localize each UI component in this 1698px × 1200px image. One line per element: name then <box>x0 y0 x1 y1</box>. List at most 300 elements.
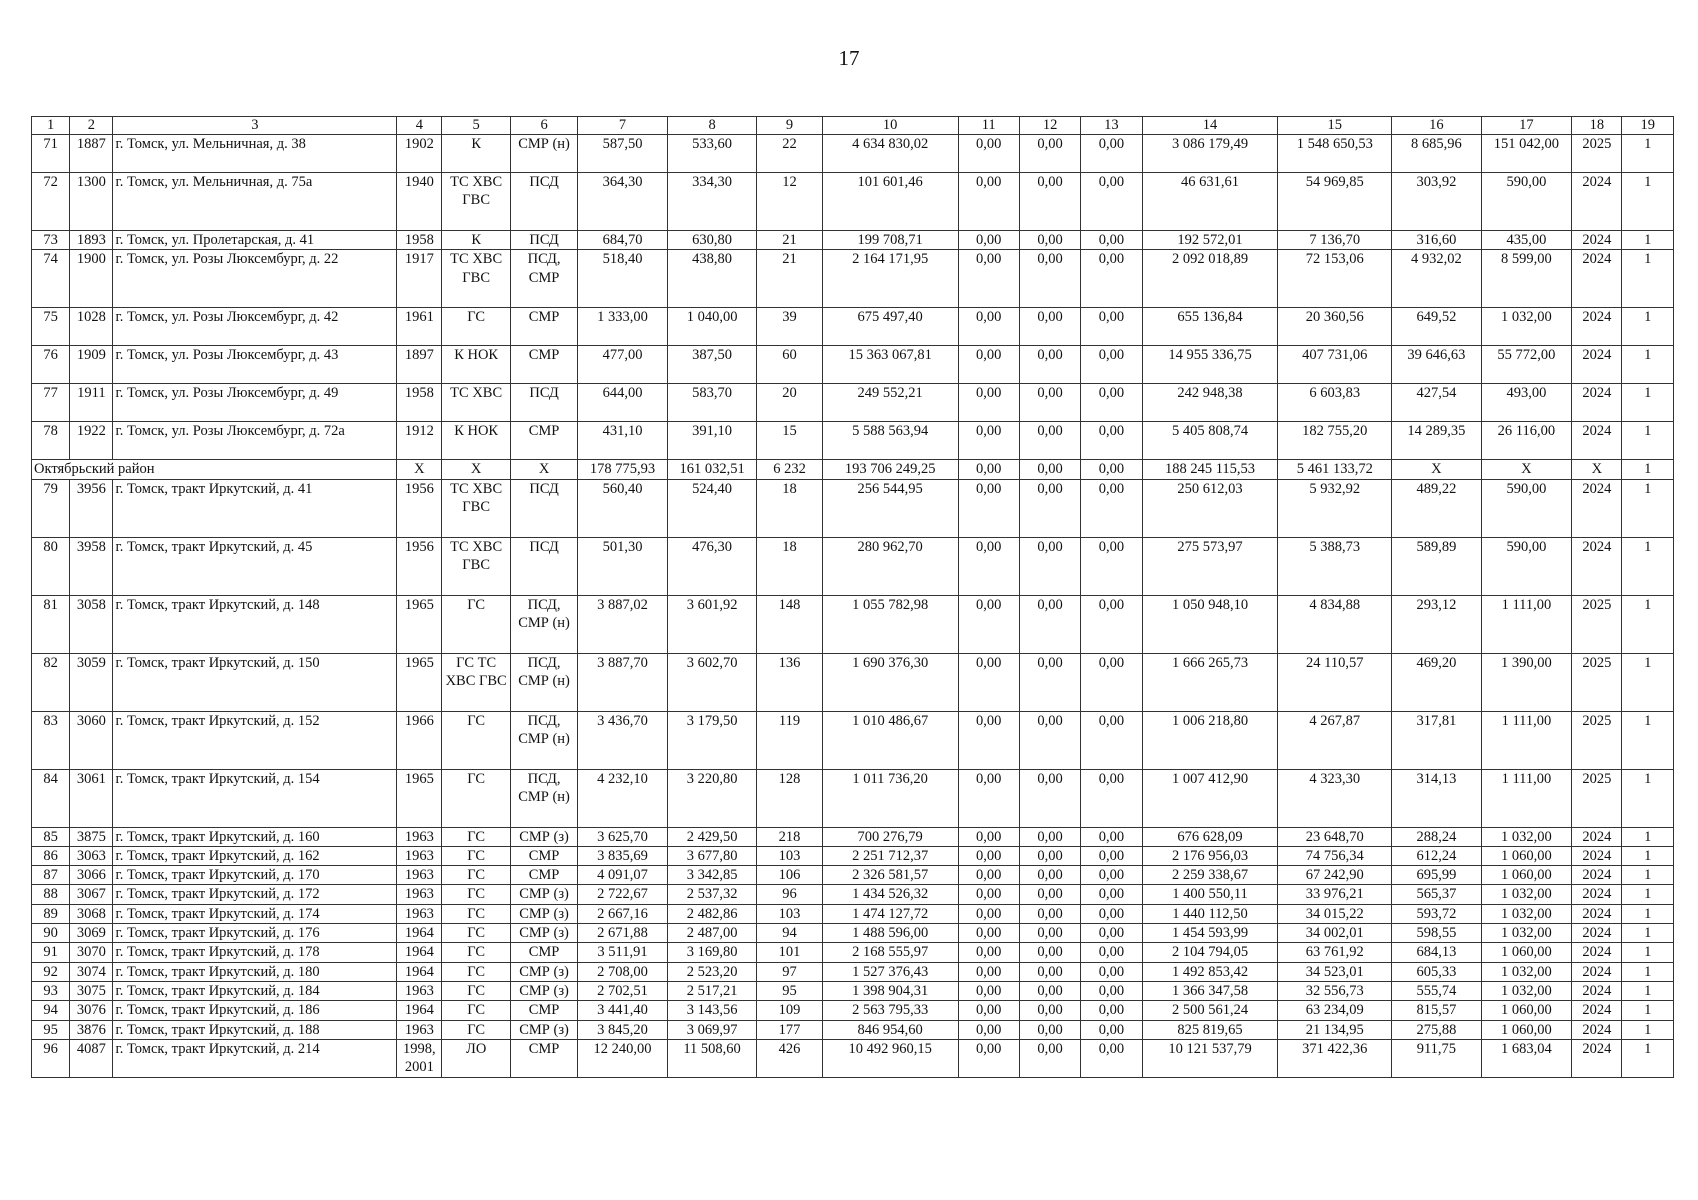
table-cell: 0,00 <box>1081 962 1142 981</box>
table-cell: СМР <box>510 943 577 962</box>
table-cell: 1 440 112,50 <box>1142 904 1278 923</box>
address-cell: г. Томск, ул. Розы Люксембург, д. 49 <box>113 384 397 422</box>
table-cell: 1998, 2001 <box>397 1039 442 1077</box>
table-cell: 3069 <box>70 924 113 943</box>
table-cell: 501,30 <box>578 537 668 595</box>
table-cell: 2024 <box>1572 943 1622 962</box>
column-header: 11 <box>958 117 1019 135</box>
address-cell: г. Томск, тракт Иркутский, д. 186 <box>113 1001 397 1020</box>
table-cell: 136 <box>757 653 822 711</box>
table-cell: 0,00 <box>958 346 1019 384</box>
table-cell: 0,00 <box>958 866 1019 885</box>
column-header: 10 <box>822 117 958 135</box>
table-cell: СМР <box>510 308 577 346</box>
table-cell: 0,00 <box>958 827 1019 846</box>
table-cell: 1 <box>1622 1001 1674 1020</box>
table-cell: 3075 <box>70 981 113 1000</box>
table-cell: 178 775,93 <box>578 460 668 479</box>
table-cell: 0,00 <box>958 460 1019 479</box>
table-cell: 95 <box>32 1020 70 1039</box>
table-cell: СМР <box>510 866 577 885</box>
district-name: Октябрьский район <box>32 460 397 479</box>
table-cell: 60 <box>757 346 822 384</box>
table-cell: 3 887,02 <box>578 595 668 653</box>
table-row <box>32 866 1674 885</box>
table-cell: 0,00 <box>958 1020 1019 1039</box>
table-cell: 0,00 <box>1019 769 1080 827</box>
table-cell: 1 <box>1622 769 1674 827</box>
table-cell: 2024 <box>1572 384 1622 422</box>
table-cell: 1 390,00 <box>1481 653 1572 711</box>
table-cell: 21 <box>757 231 822 250</box>
table-cell: ГС <box>442 904 510 923</box>
table-cell: ГС <box>442 595 510 653</box>
table-row <box>32 924 1674 943</box>
table-row <box>32 981 1674 1000</box>
table-cell: 0,00 <box>958 943 1019 962</box>
table-cell: ГС <box>442 846 510 865</box>
table-cell: К НОК <box>442 422 510 460</box>
table-cell: 0,00 <box>958 595 1019 653</box>
table-cell: ПСД <box>510 384 577 422</box>
table-cell: 1 040,00 <box>667 308 757 346</box>
table-cell: 1 <box>1622 653 1674 711</box>
table-row <box>32 384 1674 422</box>
address-cell: г. Томск, ул. Розы Люксембург, д. 22 <box>113 250 397 308</box>
table-cell: 72 <box>32 173 70 231</box>
table-cell: СМР <box>510 346 577 384</box>
table-cell: 1 400 550,11 <box>1142 885 1278 904</box>
table-cell: ГС <box>442 1020 510 1039</box>
address-cell: г. Томск, ул. Розы Люксембург, д. 42 <box>113 308 397 346</box>
table-cell: 655 136,84 <box>1142 308 1278 346</box>
table-cell: 54 969,85 <box>1278 173 1392 231</box>
address-cell: г. Томск, тракт Иркутский, д. 170 <box>113 866 397 885</box>
address-cell: г. Томск, тракт Иркутский, д. 174 <box>113 904 397 923</box>
table-cell: 0,00 <box>958 384 1019 422</box>
table-cell: 3 845,20 <box>578 1020 668 1039</box>
table-cell: 250 612,03 <box>1142 479 1278 537</box>
table-cell: 2025 <box>1572 711 1622 769</box>
table-cell: 5 461 133,72 <box>1278 460 1392 479</box>
table-row <box>32 250 1674 308</box>
table-cell: 15 363 067,81 <box>822 346 958 384</box>
district-total-row <box>32 460 1674 479</box>
table-cell: 2 517,21 <box>667 981 757 1000</box>
table-cell: 560,40 <box>578 479 668 537</box>
table-cell: 314,13 <box>1392 769 1482 827</box>
table-cell: 1 548 650,53 <box>1278 135 1392 173</box>
table-cell: 0,00 <box>958 769 1019 827</box>
table-cell: 0,00 <box>1081 479 1142 537</box>
address-cell: г. Томск, ул. Пролетарская, д. 41 <box>113 231 397 250</box>
table-cell: 1 <box>1622 173 1674 231</box>
table-cell: 0,00 <box>1019 962 1080 981</box>
table-cell: 63 761,92 <box>1278 943 1392 962</box>
table-cell: 1 111,00 <box>1481 595 1572 653</box>
table-cell: СМР (з) <box>510 885 577 904</box>
table-cell: 4 634 830,02 <box>822 135 958 173</box>
table-row <box>32 943 1674 962</box>
table-cell: 1 <box>1622 924 1674 943</box>
table-cell: 489,22 <box>1392 479 1482 537</box>
table-cell: ПСД <box>510 231 577 250</box>
table-cell: 0,00 <box>1081 250 1142 308</box>
table-cell: 0,00 <box>1019 346 1080 384</box>
table-cell: X <box>1572 460 1622 479</box>
table-cell: 1912 <box>397 422 442 460</box>
table-cell: 1 <box>1622 479 1674 537</box>
table-cell: 1958 <box>397 231 442 250</box>
table-cell: ГС <box>442 943 510 962</box>
table-cell: 0,00 <box>1081 885 1142 904</box>
column-header: 5 <box>442 117 510 135</box>
table-cell: 86 <box>32 846 70 865</box>
table-cell: 2025 <box>1572 135 1622 173</box>
table-row <box>32 885 1674 904</box>
table-cell: 0,00 <box>1081 769 1142 827</box>
table-cell: 2 104 794,05 <box>1142 943 1278 962</box>
table-cell: 0,00 <box>1019 460 1080 479</box>
table-cell: 2024 <box>1572 479 1622 537</box>
column-header: 3 <box>113 117 397 135</box>
table-cell: 74 <box>32 250 70 308</box>
table-cell: 684,70 <box>578 231 668 250</box>
table-row <box>32 479 1674 537</box>
table-cell: 0,00 <box>1081 231 1142 250</box>
column-header: 1 <box>32 117 70 135</box>
table-cell: 93 <box>32 981 70 1000</box>
table-cell: 675 497,40 <box>822 308 958 346</box>
table-cell: 1 <box>1622 885 1674 904</box>
column-header: 14 <box>1142 117 1278 135</box>
table-cell: 407 731,06 <box>1278 346 1392 384</box>
table-cell: 1 032,00 <box>1481 827 1572 846</box>
table-cell: 18 <box>757 537 822 595</box>
address-cell: г. Томск, ул. Розы Люксембург, д. 72а <box>113 422 397 460</box>
table-cell: 3070 <box>70 943 113 962</box>
table-cell: 74 756,34 <box>1278 846 1392 865</box>
table-cell: 2 326 581,57 <box>822 866 958 885</box>
table-cell: 565,37 <box>1392 885 1482 904</box>
table-cell: 2024 <box>1572 866 1622 885</box>
table-cell: 101 <box>757 943 822 962</box>
table-cell: ГС <box>442 866 510 885</box>
table-cell: 1900 <box>70 250 113 308</box>
table-cell: 96 <box>757 885 822 904</box>
table-cell: 3 625,70 <box>578 827 668 846</box>
table-cell: 39 <box>757 308 822 346</box>
table-cell: 0,00 <box>1081 135 1142 173</box>
table-cell: 303,92 <box>1392 173 1482 231</box>
table-cell: 73 <box>32 231 70 250</box>
table-cell: 0,00 <box>958 173 1019 231</box>
table-cell: 0,00 <box>1081 904 1142 923</box>
table-cell: X <box>1392 460 1482 479</box>
table-cell: 2024 <box>1572 885 1622 904</box>
table-cell: 5 405 808,74 <box>1142 422 1278 460</box>
table-cell: 1963 <box>397 866 442 885</box>
table-cell: 4 323,30 <box>1278 769 1392 827</box>
table-cell: 1 <box>1622 827 1674 846</box>
table-cell: ГС <box>442 885 510 904</box>
table-cell: 583,70 <box>667 384 757 422</box>
table-cell: 256 544,95 <box>822 479 958 537</box>
table-cell: 3067 <box>70 885 113 904</box>
table-row <box>32 173 1674 231</box>
table-cell: СМР (з) <box>510 1020 577 1039</box>
table-cell: 3 602,70 <box>667 653 757 711</box>
table-cell: К <box>442 135 510 173</box>
table-cell: 6 232 <box>757 460 822 479</box>
table-cell: 4087 <box>70 1039 113 1077</box>
table-cell: 192 572,01 <box>1142 231 1278 250</box>
table-cell: 87 <box>32 866 70 885</box>
table-cell: 1964 <box>397 924 442 943</box>
table-cell: 493,00 <box>1481 384 1572 422</box>
column-header: 9 <box>757 117 822 135</box>
table-cell: 0,00 <box>958 308 1019 346</box>
table-cell: X <box>1481 460 1572 479</box>
table-cell: 3058 <box>70 595 113 653</box>
table-cell: 3 601,92 <box>667 595 757 653</box>
table-cell: 3 086 179,49 <box>1142 135 1278 173</box>
table-cell: 2 537,32 <box>667 885 757 904</box>
table-cell: 1 010 486,67 <box>822 711 958 769</box>
table-cell: 1917 <box>397 250 442 308</box>
table-cell: ТС ХВС ГВС <box>442 250 510 308</box>
table-cell: 2 259 338,67 <box>1142 866 1278 885</box>
table-cell: 334,30 <box>667 173 757 231</box>
table-cell: 1 032,00 <box>1481 308 1572 346</box>
table-cell: 0,00 <box>1081 1039 1142 1077</box>
table-cell: 2 708,00 <box>578 962 668 981</box>
table-cell: 605,33 <box>1392 962 1482 981</box>
table-cell: 3958 <box>70 537 113 595</box>
table-cell: 80 <box>32 537 70 595</box>
table-cell: 0,00 <box>1019 384 1080 422</box>
table-cell: 1 <box>1622 250 1674 308</box>
table-row <box>32 962 1674 981</box>
table-cell: 649,52 <box>1392 308 1482 346</box>
table-cell: СМР (з) <box>510 981 577 1000</box>
table-cell: 94 <box>757 924 822 943</box>
column-header: 18 <box>1572 117 1622 135</box>
table-cell: 0,00 <box>1081 308 1142 346</box>
table-cell: 0,00 <box>1019 827 1080 846</box>
table-cell: 364,30 <box>578 173 668 231</box>
table-cell: ПСД, СМР (н) <box>510 711 577 769</box>
table-cell: 0,00 <box>1081 653 1142 711</box>
table-cell: 1 060,00 <box>1481 866 1572 885</box>
table-cell: 0,00 <box>1019 537 1080 595</box>
table-cell: 0,00 <box>1081 595 1142 653</box>
table-cell: 2024 <box>1572 537 1622 595</box>
table-cell: 316,60 <box>1392 231 1482 250</box>
table-cell: 3 220,80 <box>667 769 757 827</box>
table-cell: 1 474 127,72 <box>822 904 958 923</box>
table-cell: 0,00 <box>958 250 1019 308</box>
table-cell: 72 153,06 <box>1278 250 1392 308</box>
table-cell: 1 <box>1622 346 1674 384</box>
table-cell: 0,00 <box>1081 173 1142 231</box>
table-cell: 78 <box>32 422 70 460</box>
table-cell: 1 032,00 <box>1481 981 1572 1000</box>
table-cell: 1965 <box>397 769 442 827</box>
address-cell: г. Томск, ул. Мельничная, д. 75а <box>113 173 397 231</box>
table-cell: 109 <box>757 1001 822 1020</box>
table-cell: ГС <box>442 924 510 943</box>
table-row <box>32 537 1674 595</box>
table-cell: 438,80 <box>667 250 757 308</box>
table-row <box>32 1039 1674 1077</box>
table-row <box>32 346 1674 384</box>
table-cell: 14 955 336,75 <box>1142 346 1278 384</box>
table-cell: 75 <box>32 308 70 346</box>
table-cell: 426 <box>757 1039 822 1077</box>
table-cell: 1 <box>1622 308 1674 346</box>
table-cell: 0,00 <box>958 904 1019 923</box>
table-cell: 518,40 <box>578 250 668 308</box>
table-cell: 3 436,70 <box>578 711 668 769</box>
table-cell: 4 267,87 <box>1278 711 1392 769</box>
table-cell: 15 <box>757 422 822 460</box>
table-cell: 3 511,91 <box>578 943 668 962</box>
table-cell: 1965 <box>397 595 442 653</box>
table-cell: 1963 <box>397 981 442 1000</box>
table-cell: 2024 <box>1572 981 1622 1000</box>
table-cell: 8 599,00 <box>1481 250 1572 308</box>
table-cell: 82 <box>32 653 70 711</box>
address-cell: г. Томск, тракт Иркутский, д. 150 <box>113 653 397 711</box>
table-cell: ТС ХВС ГВС <box>442 537 510 595</box>
table-cell: 97 <box>757 962 822 981</box>
table-cell: 2025 <box>1572 653 1622 711</box>
table-cell: 20 360,56 <box>1278 308 1392 346</box>
address-cell: г. Томск, ул. Розы Люксембург, д. 43 <box>113 346 397 384</box>
table-cell: ПСД, СМР <box>510 250 577 308</box>
table-cell: 1 398 904,31 <box>822 981 958 1000</box>
table-cell: 0,00 <box>1081 1020 1142 1039</box>
table-cell: ПСД, СМР (н) <box>510 595 577 653</box>
table-cell: ПСД, СМР (н) <box>510 653 577 711</box>
address-cell: г. Томск, тракт Иркутский, д. 154 <box>113 769 397 827</box>
table-cell: 293,12 <box>1392 595 1482 653</box>
table-cell: 2024 <box>1572 962 1622 981</box>
table-cell: 106 <box>757 866 822 885</box>
table-cell: 1 488 596,00 <box>822 924 958 943</box>
table-row <box>32 904 1674 923</box>
table-cell: 1 <box>1622 231 1674 250</box>
table-cell: 589,89 <box>1392 537 1482 595</box>
table-cell: 587,50 <box>578 135 668 173</box>
table-cell: 469,20 <box>1392 653 1482 711</box>
table-cell: 3 069,97 <box>667 1020 757 1039</box>
table-cell: X <box>510 460 577 479</box>
table-cell: ГС <box>442 962 510 981</box>
table-cell: 590,00 <box>1481 537 1572 595</box>
table-cell: X <box>442 460 510 479</box>
table-row <box>32 711 1674 769</box>
table-cell: 0,00 <box>1019 943 1080 962</box>
table-cell: 0,00 <box>1019 422 1080 460</box>
table-cell: 151 042,00 <box>1481 135 1572 173</box>
table-cell: 598,55 <box>1392 924 1482 943</box>
column-header: 8 <box>667 117 757 135</box>
table-cell: 1 055 782,98 <box>822 595 958 653</box>
table-cell: СМР (з) <box>510 924 577 943</box>
table-cell: 3068 <box>70 904 113 923</box>
table-cell: 81 <box>32 595 70 653</box>
table-cell: 0,00 <box>1019 250 1080 308</box>
table-cell: 1028 <box>70 308 113 346</box>
table-cell: 46 631,61 <box>1142 173 1278 231</box>
table-cell: 1 111,00 <box>1481 711 1572 769</box>
table-cell: 317,81 <box>1392 711 1482 769</box>
table-cell: 387,50 <box>667 346 757 384</box>
table-cell: СМР <box>510 846 577 865</box>
table-cell: СМР (н) <box>510 135 577 173</box>
table-cell: 0,00 <box>1081 422 1142 460</box>
table-cell: 3060 <box>70 711 113 769</box>
table-cell: 2 500 561,24 <box>1142 1001 1278 1020</box>
table-cell: 1958 <box>397 384 442 422</box>
table-cell: 1 <box>1622 711 1674 769</box>
table-cell: 825 819,65 <box>1142 1020 1278 1039</box>
table-cell: СМР (з) <box>510 962 577 981</box>
table-cell: 249 552,21 <box>822 384 958 422</box>
table-cell: 91 <box>32 943 70 962</box>
table-cell: 1 050 948,10 <box>1142 595 1278 653</box>
table-cell: 1902 <box>397 135 442 173</box>
table-row <box>32 308 1674 346</box>
table-cell: X <box>397 460 442 479</box>
table-cell: 695,99 <box>1392 866 1482 885</box>
table-cell: 1 <box>1622 904 1674 923</box>
table-cell: 1963 <box>397 885 442 904</box>
table-cell: 2024 <box>1572 231 1622 250</box>
table-cell: 1963 <box>397 827 442 846</box>
table-cell: 0,00 <box>1081 827 1142 846</box>
column-header: 12 <box>1019 117 1080 135</box>
table-cell: 0,00 <box>1019 924 1080 943</box>
table-cell: 0,00 <box>958 231 1019 250</box>
table-cell: 1 <box>1622 866 1674 885</box>
table-cell: 0,00 <box>958 846 1019 865</box>
table-cell: 92 <box>32 962 70 981</box>
table-cell: 0,00 <box>1019 846 1080 865</box>
table-cell: 1922 <box>70 422 113 460</box>
table-cell: 161 032,51 <box>667 460 757 479</box>
table-cell: 0,00 <box>958 653 1019 711</box>
table-cell: 199 708,71 <box>822 231 958 250</box>
table-cell: 1 <box>1622 1020 1674 1039</box>
table-cell: 911,75 <box>1392 1039 1482 1077</box>
table-cell: СМР (з) <box>510 827 577 846</box>
table-cell: 1 527 376,43 <box>822 962 958 981</box>
table-row <box>32 135 1674 173</box>
table-cell: 63 234,09 <box>1278 1001 1392 1020</box>
table-cell: 0,00 <box>1081 711 1142 769</box>
header-row <box>32 117 1674 135</box>
table-cell: 148 <box>757 595 822 653</box>
table-cell: 391,10 <box>667 422 757 460</box>
column-header: 13 <box>1081 117 1142 135</box>
table-cell: 3 835,69 <box>578 846 668 865</box>
table-cell: 0,00 <box>1019 595 1080 653</box>
table-cell: 1911 <box>70 384 113 422</box>
table-cell: 3061 <box>70 769 113 827</box>
